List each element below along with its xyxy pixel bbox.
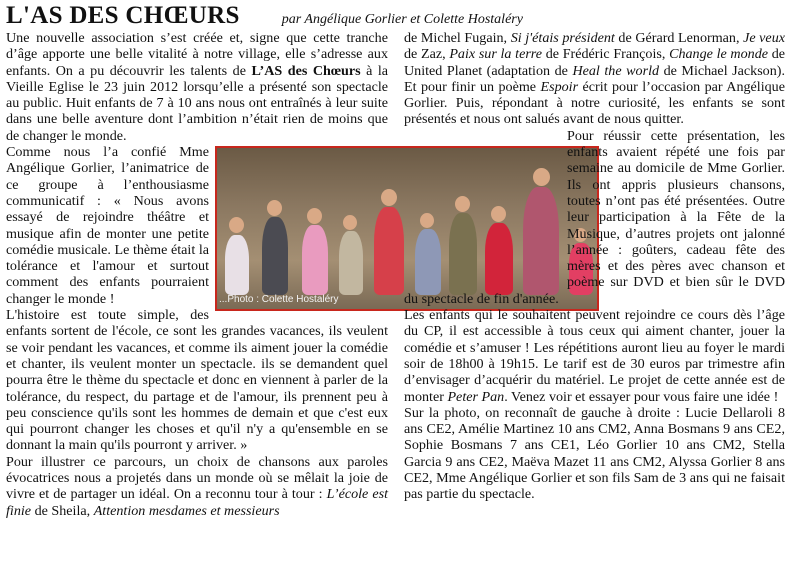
photo-wrap-spacer bbox=[392, 128, 567, 288]
article-byline: par Angélique Gorlier et Colette Hostaléry bbox=[281, 12, 523, 27]
left-paragraph-2 bbox=[6, 144, 388, 307]
photo-figure bbox=[339, 231, 363, 295]
right-paragraph-3 bbox=[404, 307, 785, 405]
text-run: Pour réussir cette présentation, les enfants avaient répété une fois par semaine au domicile de Mme Gorlier. Ils ont appris plusieurs chansons, toutes n’ont pas été présentées. Outre leur participation à la Fête de la Musique, d’autres projets ont jalonné l’année : goûters, cadeau fête des mères et des pères avec chanson et poème sur DVD et bien sûr le DVD du spectacle de fin d'année. bbox=[404, 127, 785, 307]
photo-figure bbox=[225, 235, 249, 295]
text-run: . Venez voir et essayer pour vous faire une idée ! bbox=[504, 388, 779, 405]
left-paragraph-3: L'histoire est toute simple, des enfants sortent de l'école, ce sont les grandes vacances, ils veulent se voir pendant les vacances, et comme ils aiment jouer la comédie et chanter, ils veulent monter un spectacle. ils se demandent quel pourra être le thème du spectacle et donc en viennent à parler de la tolérance, du respect, du partage et de l'amour, ils prennent peu à peu conscience qu'ils sont les hommes de demain et que c'est eux qui pourront changer les choses et qu'il n'y a qu'ensemble en se donnant la main qu'ils pourront y arriver. » bbox=[6, 307, 388, 454]
right-paragraph-2 bbox=[404, 128, 785, 307]
left-paragraph-1 bbox=[6, 30, 388, 144]
left-column bbox=[6, 30, 388, 519]
photo-credit: ...Photo : Colette Hostaléry bbox=[219, 293, 339, 305]
song-title: Change le monde bbox=[669, 46, 769, 63]
text-run: de Sheila, bbox=[31, 502, 94, 519]
right-paragraph-4: Sur la photo, on reconnaît de gauche à droite : Lucie Dellaroli 8 ans CE2, Amélie Martinez 10 ans CM2, Anna Bosmans 9 ans CE2, Sophie Bosmans 7 ans CE1, Léo Gorlier 10 ans CM2, Stella Garcia 9 ans CE2, Maëva Mazet 11 ans CM2, Alyssa Gorlier 8 ans CE2, Mme Angélique Gorlier et son fils Sam de 3 ans qui ne faisait pas partie du spectacle. bbox=[404, 404, 785, 503]
photo-figure bbox=[267, 200, 282, 216]
song-title: Paix sur la terre bbox=[449, 46, 543, 63]
right-column bbox=[404, 30, 785, 503]
photo-figure bbox=[229, 217, 244, 233]
text-run: Une nouvelle association s’est créée et, signe que cette tranche d’âge apporte une belle vitalité à notre village, elle s’adresse aux enfants. On a pu découvrir les talents de bbox=[6, 30, 388, 79]
group-name: L’AS des Chœurs bbox=[251, 62, 361, 79]
text-run: Comme nous l’a confié Mme Angélique Gorlier, l’animatrice de ce groupe à l’enthousiasme communicatif : « Nous avons essayé de rejoindre théâtre et musique afin de monter une petite comédie musicale. Le thème était la tolérance et l'amour et surtout comment des enfants pourraient changer le monde ! bbox=[6, 144, 209, 307]
song-title: Heal the world bbox=[572, 62, 660, 79]
text-run: de Zaz, bbox=[404, 46, 450, 63]
song-title: L’école est finie bbox=[6, 486, 388, 519]
text-run: de United Planet (adaptation de bbox=[404, 46, 785, 79]
article-title: L'AS DES CHŒURS bbox=[6, 2, 240, 29]
text-run: à la Vieille Eglise le 23 juin 2012 lorsqu’elle a présenté son spectacle au public. Huit enfants de 7 à 10 ans nous ont entraînés à leur suite dans une belle aventure dont l’ambition n’était rien de moins que de changer le monde. bbox=[6, 62, 389, 144]
photo-figure bbox=[307, 208, 322, 224]
text-run: de Michel Fugain, bbox=[404, 30, 511, 46]
photo-figure bbox=[343, 215, 357, 230]
text-run: Les enfants qui le souhaitent peuvent rejoindre ce cours dès l’âge du CP, il est accessible à tous ceux qui aiment chanter, jouer la comédie et s’amuser ! Les répétitions auront lieu au foyer le mardi soir de 18h00 à 19h15. Le tarif est de 30 euros par trimestre afin d’envisager d’acquérir du matériel. Le projet de cette année est de monter bbox=[404, 307, 785, 405]
photo-figure bbox=[262, 217, 288, 295]
text-run: de Frédéric François, bbox=[542, 46, 670, 63]
text-run: de Michael Jackson). Et pour finir un poème bbox=[404, 62, 785, 95]
right-paragraph-1 bbox=[404, 30, 785, 128]
song-title: Je veux bbox=[743, 30, 785, 46]
poem-title: Espoir bbox=[540, 78, 579, 95]
left-paragraph-4 bbox=[6, 454, 388, 519]
text-run: de Gérard Lenorman, bbox=[614, 30, 744, 46]
song-title: Si j'étais président bbox=[510, 30, 615, 46]
photo-figure bbox=[302, 225, 328, 295]
article-header bbox=[6, 2, 523, 30]
project-title: Peter Pan bbox=[447, 388, 505, 405]
text-run: écrit pour l’occasion par Angélique Gorlier. Puis, répondant à notre curiosité, les enfants se sont présentés et nous ont salués avant de nous quitter. bbox=[404, 78, 785, 128]
song-title: Attention mesdames et messieurs bbox=[93, 502, 280, 519]
text-run: Pour illustrer ce parcours, un choix de chansons aux paroles évocatrices nous a projetés dans un monde où se mêlait la joie de vivre et de partager un idéal. On a reconnu tour à tour : bbox=[6, 453, 388, 503]
